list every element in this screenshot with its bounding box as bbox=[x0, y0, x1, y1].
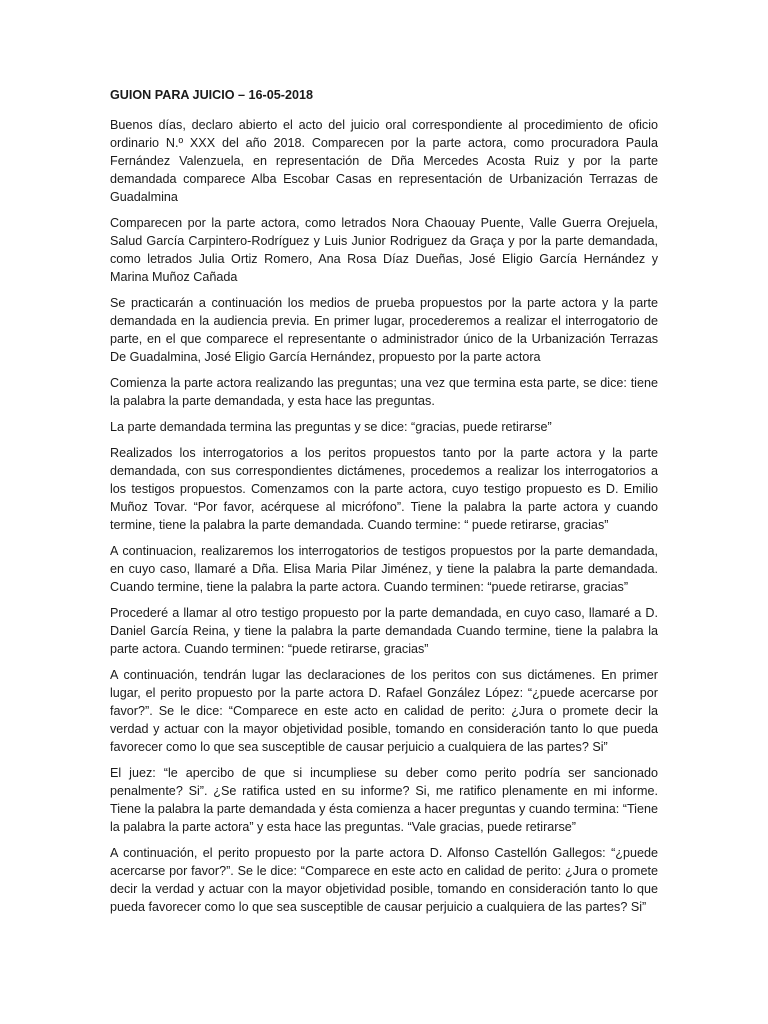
paragraph-questions-actora: Comienza la parte actora realizando las preguntas; una vez que termina esta parte, se dice: tiene la palabra la parte demandada, y esta hace las preguntas. bbox=[110, 376, 658, 408]
paragraph-expert-1: A continuación, tendrán lugar las declaraciones de los peritos con sus dictámenes. En primer lugar, el perito propuesto por la parte actora D. Rafael González López: “¿puede acercarse por favor?”. Se le dice: “Comparece en este acto en calidad de perito: ¿Jura o promete decir la verdad y actuar con la mayor objetividad posible, tomando en consideración tanto lo que pueda favorecer como lo que sea susceptible de causar perjuicio a cualquiera de las partes? Si” bbox=[110, 668, 658, 754]
paragraph-witness-actora: Realizados los interrogatorios a los peritos propuestos tanto por la parte actora y la parte demandada, con sus correspondientes dictámenes, procedemos a realizar los interrogatorios a los testigos propuestos. Comenzamos con la parte actora, cuyo testigo propuesto es D. Emilio Muñoz Tovar. “Por favor, acérquese al micrófono”. Tiene la palabra la parte actora y cuando termine, tiene la palabra la parte demandada. Cuando termine: “ puede retirarse, gracias” bbox=[110, 446, 658, 532]
paragraph-witness-demandada-1: A continuacion, realizaremos los interrogatorios de testigos propuestos por la parte demandada, en cuyo caso, llamaré a Dña. Elisa Maria Pilar Jiménez, y tiene la palabra la parte demandada. Cuando termine, tiene la palabra la parte actora. Cuando terminen: “puede retirarse, gracias” bbox=[110, 544, 658, 594]
paragraph-opening: Buenos días, declaro abierto el acto del juicio oral correspondiente al procedimiento de oficio ordinario N.º XXX del año 2018. Comparecen por la parte actora, como procuradora Paula Fernández Valenzuela, en representación de Dña Mercedes Acosta Ruiz y por la parte demandada comparece Alba Escobar Casas en representación de Urbanización Terrazas de Guadalmina bbox=[110, 118, 658, 204]
document-title: GUION PARA JUICIO – 16-05-2018 bbox=[110, 88, 313, 102]
paragraph-evidence: Se practicarán a continuación los medios de prueba propuestos por la parte actora y la parte demandada en la audiencia previa. En primer lugar, procederemos a realizar el interrogatorio de parte, en el que comparece el representante o administrador único de la Urbanización Terrazas De Guadalmina, José Eligio García Hernández, propuesto por la parte actora bbox=[110, 296, 658, 364]
paragraph-judge: El juez: “le apercibo de que si incumpliese su deber como perito podría ser sancionado penalmente? Si”. ¿Se ratifica usted en su informe? Si, me ratifico plenamente en mi informe. Tiene la palabra la parte demandada y ésta comienza a hacer preguntas y cuando termina: “Tiene la palabra la parte actora” y esta hace las preguntas. “Vale gracias, puede retirarse” bbox=[110, 766, 658, 834]
paragraph-witness-demandada-2: Procederé a llamar al otro testigo propuesto por la parte demandada, en cuyo caso, llamaré a D. Daniel García Reina, y tiene la palabra la parte demandada Cuando termine, tiene la palabra la parte actora. Cuando terminen: “puede retirarse, gracias” bbox=[110, 606, 658, 656]
paragraph-questions-demandada: La parte demandada termina las preguntas y se dice: “gracias, puede retirarse” bbox=[110, 420, 552, 434]
paragraph-lawyers: Comparecen por la parte actora, como letrados Nora Chaouay Puente, Valle Guerra Orejuela, Salud García Carpintero-Rodríguez y Luis Junior Rodriguez da Graça y por la parte demandada, como letrados Julia Ortiz Romero, Ana Rosa Díaz Dueñas, José Eligio García Hernández y Marina Muñoz Cañada bbox=[110, 216, 658, 284]
document-body bbox=[110, 86, 658, 924]
paragraph-expert-2: A continuación, el perito propuesto por la parte actora D. Alfonso Castellón Gallegos: “¿puede acercarse por favor?”. Se le dice: “Comparece en este acto en calidad de perito: ¿Jura o promete decir la verdad y actuar con la mayor objetividad posible, tomando en consideración tanto lo que pueda favorecer como lo que sea susceptible de causar perjuicio a cualquiera de las partes? Si” bbox=[110, 846, 658, 914]
